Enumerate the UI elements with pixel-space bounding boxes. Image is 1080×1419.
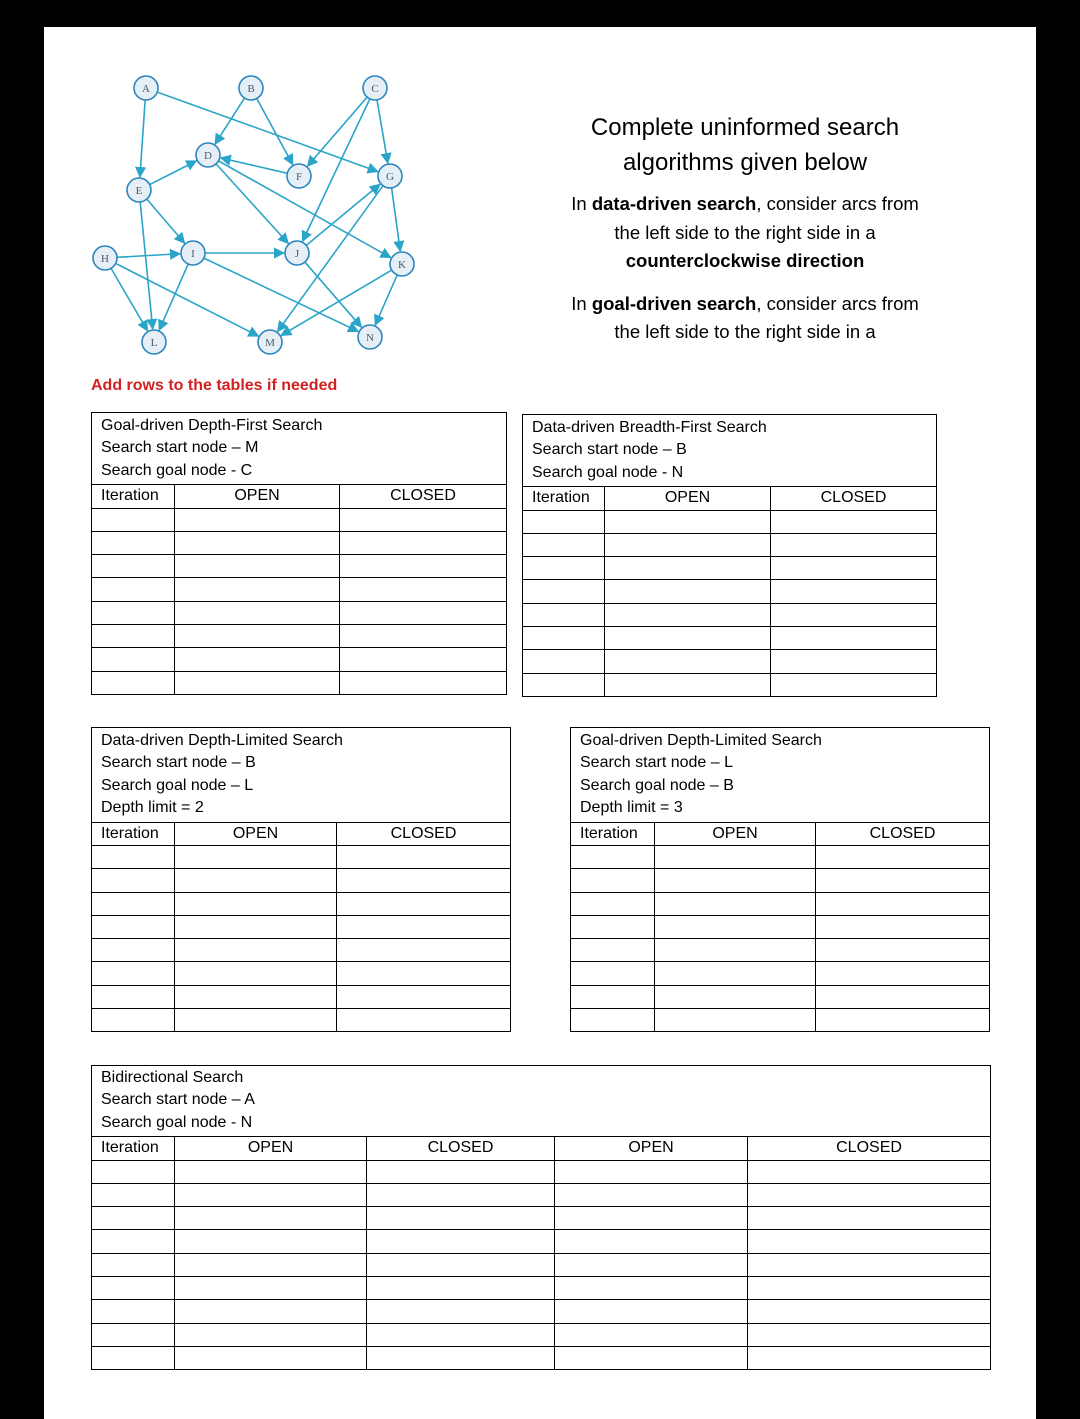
- iteration-col-header: Iteration: [92, 822, 175, 845]
- table-cell[interactable]: [92, 939, 175, 962]
- table-cell[interactable]: [340, 578, 507, 601]
- table-row: [571, 985, 990, 1008]
- table-cell[interactable]: [92, 1160, 175, 1183]
- svg-text:F: F: [295, 171, 303, 183]
- table-cell[interactable]: [92, 555, 175, 578]
- data-driven-bfs-table: [522, 414, 937, 697]
- node-E: [127, 178, 151, 202]
- table-cell[interactable]: [337, 892, 511, 915]
- table-cell[interactable]: [605, 627, 771, 650]
- table-cell[interactable]: [523, 580, 605, 603]
- table-cell[interactable]: [605, 673, 771, 696]
- table-cell[interactable]: [655, 892, 816, 915]
- forward-closed-col-header: CLOSED: [367, 1137, 555, 1160]
- table-cell[interactable]: [771, 603, 937, 626]
- table-cell[interactable]: [816, 939, 990, 962]
- table-cell[interactable]: [92, 625, 175, 648]
- open-col-header: OPEN: [175, 822, 337, 845]
- edge-D-J: [216, 164, 288, 243]
- edge-H-I: [117, 254, 180, 258]
- forward-open-col-header: OPEN: [175, 1137, 367, 1160]
- table-cell[interactable]: [748, 1346, 991, 1369]
- table-cell[interactable]: [555, 1160, 748, 1183]
- table-cell[interactable]: [340, 625, 507, 648]
- table-cell[interactable]: [771, 510, 937, 533]
- svg-text:G: G: [386, 171, 394, 183]
- node-N: [358, 325, 382, 349]
- table-row: [92, 625, 507, 648]
- edge-B-D: [215, 98, 244, 144]
- table-cell[interactable]: [771, 627, 937, 650]
- table-cell[interactable]: [337, 939, 511, 962]
- edge-E-L: [140, 202, 153, 329]
- svg-text:N: N: [366, 332, 374, 344]
- node-A: [134, 76, 158, 100]
- table-cell[interactable]: [771, 557, 937, 580]
- table-row: [92, 915, 511, 938]
- svg-text:A: A: [142, 83, 150, 95]
- closed-col-header: CLOSED: [340, 485, 507, 508]
- node-H: [93, 246, 117, 270]
- table-cell[interactable]: [175, 625, 340, 648]
- table-cell[interactable]: [367, 1183, 555, 1206]
- table-cell[interactable]: [605, 603, 771, 626]
- bidirectional-search-table: [91, 1065, 991, 1370]
- table-header: Data-driven Breadth-First Search Search start node – B Search goal node - N: [523, 415, 937, 487]
- table-cell[interactable]: [340, 648, 507, 671]
- table-cell[interactable]: [523, 510, 605, 533]
- svg-text:I: I: [191, 248, 195, 260]
- table-cell[interactable]: [655, 869, 816, 892]
- table-cell[interactable]: [175, 892, 337, 915]
- table-cell[interactable]: [92, 601, 175, 624]
- table-row: [523, 650, 937, 673]
- node-B: [239, 76, 263, 100]
- table-cell[interactable]: [92, 915, 175, 938]
- table-cell[interactable]: [748, 1300, 991, 1323]
- table-cell[interactable]: [367, 1300, 555, 1323]
- table-cell[interactable]: [605, 533, 771, 556]
- table-row: [92, 1346, 991, 1369]
- table-cell[interactable]: [748, 1277, 991, 1300]
- table-cell[interactable]: [175, 962, 337, 985]
- table-row: [92, 1277, 991, 1300]
- table-row: [92, 671, 507, 694]
- table-cell[interactable]: [816, 892, 990, 915]
- table-cell[interactable]: [340, 671, 507, 694]
- node-C: [363, 76, 387, 100]
- table-cell[interactable]: [175, 648, 340, 671]
- table-row: [523, 603, 937, 626]
- table-row: [571, 892, 990, 915]
- table-cell[interactable]: [523, 533, 605, 556]
- closed-col-header: CLOSED: [337, 822, 511, 845]
- table-row: [571, 845, 990, 868]
- table-cell[interactable]: [816, 845, 990, 868]
- table-cell[interactable]: [523, 673, 605, 696]
- table-cell[interactable]: [92, 1300, 175, 1323]
- table-cell[interactable]: [175, 1300, 367, 1323]
- table-cell[interactable]: [175, 601, 340, 624]
- table-cell[interactable]: [655, 985, 816, 1008]
- table-cell[interactable]: [816, 869, 990, 892]
- data-driven-instruction: In data-driven search, consider arcs from the left side to the right side in a counterclockwise direction: [571, 193, 919, 271]
- table-cell[interactable]: [748, 1230, 991, 1253]
- table-cell[interactable]: [605, 580, 771, 603]
- table-cell[interactable]: [367, 1253, 555, 1276]
- table-row: [92, 1300, 991, 1323]
- table-cell[interactable]: [816, 1009, 990, 1032]
- table-cell[interactable]: [771, 580, 937, 603]
- iteration-col-header: Iteration: [571, 822, 655, 845]
- table-cell[interactable]: [175, 555, 340, 578]
- table-cell[interactable]: [92, 508, 175, 531]
- table-cell[interactable]: [175, 1323, 367, 1346]
- edge-K-N: [375, 275, 397, 325]
- table-row: [92, 1323, 991, 1346]
- table-row: [523, 627, 937, 650]
- table-row: [92, 578, 507, 601]
- title-line-2: algorithms given below: [622, 149, 868, 176]
- instructions: [560, 110, 930, 361]
- title-line-1: Complete uninformed search: [590, 114, 900, 141]
- svg-text:D: D: [204, 150, 212, 162]
- table-row: [571, 1009, 990, 1032]
- edge-B-F: [257, 99, 293, 165]
- open-col-header: OPEN: [605, 487, 771, 510]
- table-row: [523, 557, 937, 580]
- table-cell[interactable]: [92, 1323, 175, 1346]
- edge-C-G: [377, 100, 388, 163]
- iteration-col-header: Iteration: [523, 487, 605, 510]
- table-cell[interactable]: [555, 1300, 748, 1323]
- table-cell[interactable]: [92, 1253, 175, 1276]
- table-cell[interactable]: [92, 985, 175, 1008]
- table-cell[interactable]: [655, 1009, 816, 1032]
- goal-driven-instruction: In goal-driven search, consider arcs from the left side to the right side in a: [571, 292, 919, 342]
- table-cell[interactable]: [748, 1323, 991, 1346]
- table-cell[interactable]: [175, 578, 340, 601]
- closed-col-header: CLOSED: [771, 487, 937, 510]
- table-cell[interactable]: [367, 1323, 555, 1346]
- svg-text:B: B: [247, 83, 255, 95]
- table-cell[interactable]: [605, 510, 771, 533]
- table-row: [92, 601, 507, 624]
- table-cell[interactable]: [555, 1207, 748, 1230]
- page-title: [560, 110, 930, 180]
- table-cell[interactable]: [555, 1230, 748, 1253]
- table-cell[interactable]: [523, 603, 605, 626]
- table-cell[interactable]: [571, 962, 655, 985]
- table-cell[interactable]: [92, 892, 175, 915]
- table-header: Data-driven Depth-Limited Search Search start node – B Search goal node – L Depth limit = 2: [92, 728, 511, 823]
- table-cell[interactable]: [555, 1253, 748, 1276]
- table-cell[interactable]: [175, 1277, 367, 1300]
- table-row: [92, 1253, 991, 1276]
- table-cell[interactable]: [340, 508, 507, 531]
- table-header: Bidirectional Search Search start node – A Search goal node - N: [92, 1066, 991, 1137]
- table-cell[interactable]: [605, 650, 771, 673]
- edge-G-K: [392, 188, 401, 251]
- table-cell[interactable]: [771, 533, 937, 556]
- table-cell[interactable]: [816, 915, 990, 938]
- table-cell[interactable]: [175, 1346, 367, 1369]
- table-cell[interactable]: [523, 557, 605, 580]
- table-row: [92, 985, 511, 1008]
- table-row: [92, 648, 507, 671]
- data-driven-dls-table: [91, 727, 511, 1032]
- table-cell[interactable]: [92, 648, 175, 671]
- table-cell[interactable]: [337, 845, 511, 868]
- table-cell[interactable]: [571, 915, 655, 938]
- table-header: Goal-driven Depth-Limited Search Search start node – L Search goal node – B Depth limit = 3: [571, 728, 990, 823]
- table-cell[interactable]: [571, 845, 655, 868]
- table-cell[interactable]: [367, 1277, 555, 1300]
- table-row: [571, 939, 990, 962]
- table-cell[interactable]: [571, 1009, 655, 1032]
- closed-col-header: CLOSED: [816, 822, 990, 845]
- table-cell[interactable]: [175, 671, 340, 694]
- table-row: [523, 510, 937, 533]
- table-cell[interactable]: [340, 555, 507, 578]
- search-graph-diagram: [86, 70, 426, 360]
- table-row: [92, 1207, 991, 1230]
- table-cell[interactable]: [748, 1207, 991, 1230]
- table-row: [92, 869, 511, 892]
- table-cell[interactable]: [337, 962, 511, 985]
- table-row: [92, 1183, 991, 1206]
- table-cell[interactable]: [523, 627, 605, 650]
- table-cell[interactable]: [748, 1253, 991, 1276]
- table-cell[interactable]: [175, 939, 337, 962]
- node-J: [285, 241, 309, 265]
- table-cell[interactable]: [92, 1230, 175, 1253]
- table-cell[interactable]: [92, 845, 175, 868]
- table-cell[interactable]: [571, 869, 655, 892]
- table-cell[interactable]: [748, 1183, 991, 1206]
- table-row: [92, 892, 511, 915]
- table-cell[interactable]: [555, 1277, 748, 1300]
- table-cell[interactable]: [92, 1346, 175, 1369]
- edge-I-L: [159, 264, 188, 330]
- table-cell[interactable]: [175, 1207, 367, 1230]
- backward-closed-col-header: CLOSED: [748, 1137, 991, 1160]
- table-header: Goal-driven Depth-First Search Search start node – M Search goal node - C: [92, 413, 507, 485]
- table-cell[interactable]: [92, 869, 175, 892]
- table-cell[interactable]: [555, 1323, 748, 1346]
- table-cell[interactable]: [175, 531, 340, 554]
- edge-A-G: [157, 92, 377, 172]
- table-cell[interactable]: [748, 1160, 991, 1183]
- table-cell[interactable]: [340, 531, 507, 554]
- svg-text:C: C: [371, 83, 379, 95]
- table-cell[interactable]: [175, 1160, 367, 1183]
- edge-F-D: [221, 158, 288, 173]
- table-row: [571, 962, 990, 985]
- open-col-header: OPEN: [175, 485, 340, 508]
- table-cell[interactable]: [175, 1230, 367, 1253]
- table-row: [523, 673, 937, 696]
- table-cell[interactable]: [816, 962, 990, 985]
- svg-text:E: E: [135, 185, 143, 197]
- goal-driven-dfs-table: [91, 412, 507, 695]
- table-cell[interactable]: [175, 915, 337, 938]
- add-rows-note: Add rows to the tables if needed: [91, 377, 338, 394]
- table-row: [92, 531, 507, 554]
- table-cell[interactable]: [571, 985, 655, 1008]
- iteration-col-header: Iteration: [92, 1137, 175, 1160]
- node-M: [258, 330, 282, 354]
- table-cell[interactable]: [92, 1009, 175, 1032]
- svg-text:M: M: [265, 337, 275, 349]
- svg-text:H: H: [101, 253, 109, 265]
- table-cell[interactable]: [340, 601, 507, 624]
- table-cell[interactable]: [337, 915, 511, 938]
- edge-E-I: [147, 199, 185, 243]
- table-cell[interactable]: [571, 939, 655, 962]
- table-row: [92, 845, 511, 868]
- table-cell[interactable]: [92, 962, 175, 985]
- table-row: [571, 915, 990, 938]
- node-I: [181, 241, 205, 265]
- goal-driven-dls-table: [570, 727, 990, 1032]
- table-cell[interactable]: [605, 557, 771, 580]
- table-cell[interactable]: [92, 578, 175, 601]
- edge-J-N: [305, 262, 362, 327]
- node-L: [142, 330, 166, 354]
- table-cell[interactable]: [175, 1183, 367, 1206]
- table-row: [92, 1230, 991, 1253]
- table-cell[interactable]: [175, 508, 340, 531]
- table-cell[interactable]: [92, 671, 175, 694]
- table-cell[interactable]: [367, 1346, 555, 1369]
- table-cell[interactable]: [337, 1009, 511, 1032]
- table-cell[interactable]: [655, 962, 816, 985]
- table-cell[interactable]: [523, 650, 605, 673]
- edge-J-G: [306, 184, 380, 245]
- node-K: [390, 252, 414, 276]
- open-col-header: OPEN: [655, 822, 816, 845]
- table-row: [523, 580, 937, 603]
- table-row: [92, 1009, 511, 1032]
- svg-text:L: L: [150, 337, 158, 349]
- node-G: [378, 164, 402, 188]
- iteration-col-header: Iteration: [92, 485, 175, 508]
- node-D: [196, 143, 220, 167]
- table-row: [92, 508, 507, 531]
- table-row: [92, 962, 511, 985]
- svg-text:K: K: [398, 259, 406, 271]
- table-cell[interactable]: [92, 1183, 175, 1206]
- node-F: [287, 164, 311, 188]
- table-cell[interactable]: [92, 1207, 175, 1230]
- table-row: [92, 1160, 991, 1183]
- table-cell[interactable]: [655, 915, 816, 938]
- table-row: [92, 939, 511, 962]
- table-cell[interactable]: [175, 985, 337, 1008]
- table-cell[interactable]: [175, 1009, 337, 1032]
- svg-text:J: J: [294, 248, 300, 260]
- table-cell[interactable]: [367, 1230, 555, 1253]
- table-cell[interactable]: [175, 1253, 367, 1276]
- table-row: [92, 555, 507, 578]
- table-cell[interactable]: [555, 1183, 748, 1206]
- backward-open-col-header: OPEN: [555, 1137, 748, 1160]
- edge-E-D: [150, 161, 197, 185]
- table-cell[interactable]: [771, 650, 937, 673]
- table-cell[interactable]: [571, 892, 655, 915]
- table-cell[interactable]: [367, 1160, 555, 1183]
- table-cell[interactable]: [367, 1207, 555, 1230]
- table-row: [571, 869, 990, 892]
- table-cell[interactable]: [655, 845, 816, 868]
- edge-C-F: [307, 97, 367, 166]
- table-row: [523, 533, 937, 556]
- table-cell[interactable]: [92, 1277, 175, 1300]
- table-cell[interactable]: [92, 531, 175, 554]
- table-cell[interactable]: [337, 985, 511, 1008]
- table-cell[interactable]: [175, 869, 337, 892]
- table-cell[interactable]: [816, 985, 990, 1008]
- table-cell[interactable]: [555, 1346, 748, 1369]
- table-cell[interactable]: [175, 845, 337, 868]
- table-cell[interactable]: [771, 673, 937, 696]
- table-cell[interactable]: [337, 869, 511, 892]
- table-cell[interactable]: [655, 939, 816, 962]
- edge-A-E: [140, 100, 145, 177]
